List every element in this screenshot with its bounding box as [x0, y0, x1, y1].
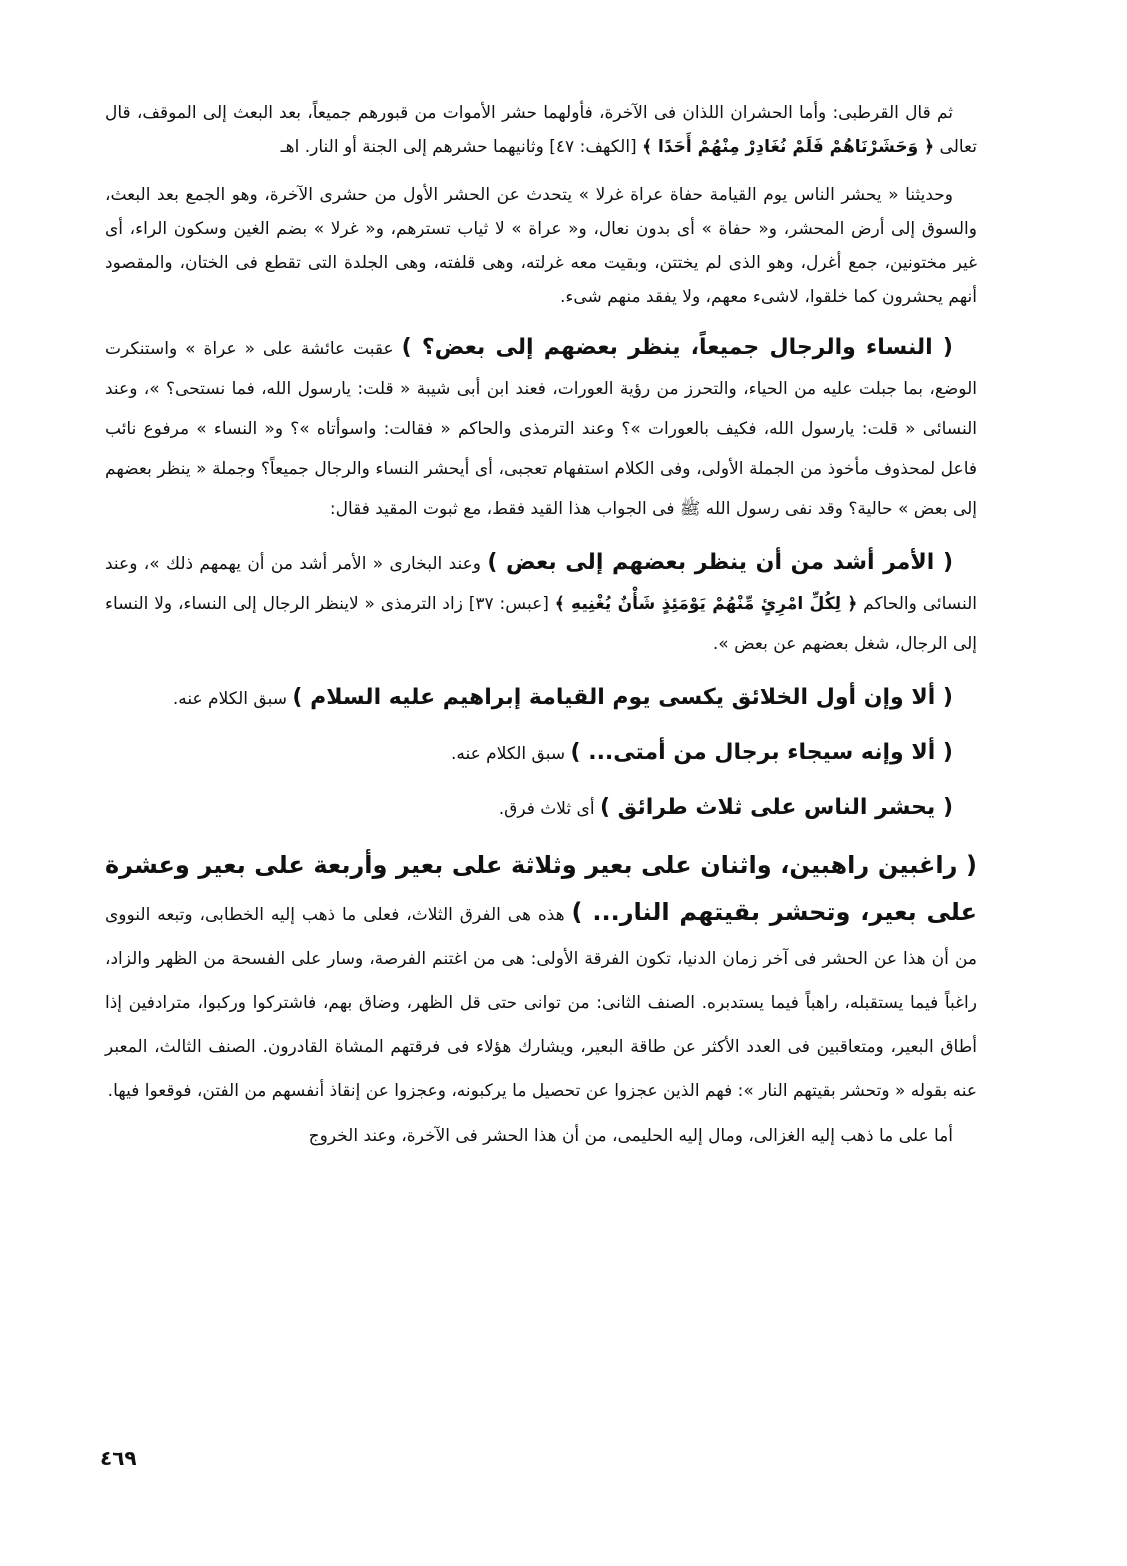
- paragraph-three-groups-text: هذه هى الفرق الثلاث، فعلى ما ذهب إليه الخطابى، وتبعه النووى من أن هذا عن الحشر فى آخر زمان الدنيا، تكون الفرقة الأولى: هى من اغتنم الفرصة، وسار على الفسحة من الظهر والزاد، راغباً فيما يستقبله، راهباً فيما يستدبره. الصنف الثانى: من توانى حتى قل الظهر، وضاق بهم، فاشتركوا وركبوا، مترادفين إذا أطاق البعير، ومتعاقبين فى العدد الأكثر عن طاقة البعير، ويشارك هؤلاء فى فرقتهم المشاة القادرون. الصنف الثالث، المعبر عنه بقوله « وتحشر بقيتهم النار »: فهم الذين عجزوا عن تحصيل ما يركبونه، وعجزوا عن إنقاذ أنفسهم من الفتن، فوقعوا فيها.: [105, 905, 977, 1101]
- paragraph-three-groups: [105, 843, 977, 1113]
- quran-verse-kahf: ﴿ وَحَشَرْنَاهُمْ فَلَمْ نُغَادِرْ مِنْهُمْ أَحَدًا ﴾: [642, 137, 935, 157]
- page-number: ٤٦٩: [100, 1446, 137, 1470]
- paragraph-ghazali: أما على ما ذهب إليه الغزالى، ومال إليه الحليمى، من أن هذا الحشر فى الآخرة، وعند الخروج: [308, 1126, 953, 1146]
- hadith-quote-men-of-ummah: ( ألا وإنه سيجاء برجال من أمتى... ): [570, 740, 953, 765]
- hadith-quote-matter-severe: ( الأمر أشد من أن ينظر بعضهم إلى بعض ): [487, 550, 953, 575]
- paragraph-ibrahim-clothed: [105, 678, 977, 719]
- hadith-quote-three-ways: ( يحشر الناس على ثلاث طرائق ): [599, 795, 953, 820]
- paragraph-qurtubi-text-a: ثم قال القرطبى: وأما الحشران اللذان فى الآخرة، فأولهما حشر الأموات من قبورهم جميعاً، بعد البعث إلى الموقف، قال تعالى: [105, 103, 977, 157]
- paragraph-matter-severe-text-b: [عبس: ٣٧] زاد الترمذى « لاينظر الرجال إلى النساء، ولا النساء إلى الرجال، شغل بعضهم عن بعض ».: [105, 594, 977, 654]
- paragraph-women-men-text: عقبت عائشة على « عراة » واستنكرت الوضع، بما جبلت عليه من الحياء، والتحرز من رؤية العورات، فعند ابن أبى شيبة « قلت: يارسول الله، فما نستحى؟ »، وعند النسائى « قلت: يارسول الله، فكيف بالعورات »؟ وعند الترمذى والحاكم « فقالت: واسوأتاه »؟ و« النساء » مرفوع نائب فاعل لمحذوف مأخوذ من الجملة الأولى، وفى الكلام استفهام تعجبى، أى أيحشر النساء والرجال جميعاً؟ وجملة « ينظر بعضهم إلى بعض » حالية؟ وقد نفى رسول الله ﷺ فى الجواب هذا القيد فقط، مع ثبوت المقيد فقال:: [105, 339, 977, 519]
- paragraph-qurtubi: [105, 96, 977, 164]
- paragraph-three-ways: [105, 788, 977, 829]
- paragraph-men-of-ummah: [105, 733, 977, 774]
- hadith-quote-women-men: ( النساء والرجال جميعاً، ينظر بعضهم إلى بعض؟ ): [401, 335, 953, 360]
- paragraph-men-of-ummah-text: سبق الكلام عنه.: [450, 744, 571, 764]
- paragraph-women-men: [105, 328, 977, 529]
- paragraph-three-ways-text: أى ثلاث فرق.: [498, 799, 600, 819]
- paragraph-matter-severe: [105, 543, 977, 664]
- page-body: [105, 96, 977, 1167]
- hadith-quote-ibrahim: ( ألا وإن أول الخلائق يكسى يوم القيامة إبراهيم عليه السلام ): [292, 685, 953, 710]
- paragraph-ibrahim-text: سبق الكلام عنه.: [172, 689, 293, 709]
- paragraph-qurtubi-text-b: [الكهف: ٤٧] وثانيهما حشرهم إلى الجنة أو النار. اهـ: [280, 137, 643, 157]
- paragraph-hadith-explanation: وحديثنا « يحشر الناس يوم القيامة حفاة عراة غرلا » يتحدث عن الحشر الأول من حشرى الآخرة، وهو الجمع بعد البعث، والسوق إلى أرض المحشر، و« حفاة » أى بدون نعال، و« عراة » لا ثياب تسترهم، و« غرلا » بضم الغين وسكون الراء، أى غير مختونين، جمع أغرل، وهو الذى لم يختتن، وبقيت معه غرلته، وهى قلفته، وهى الجلدة التى تقطع فى الختان، والمقصود أنهم يحشرون كما خلقوا، لاشىء معهم، ولا يفقد منهم شىء.: [105, 185, 977, 307]
- paragraph-matter-severe-text-a: وعند البخارى « الأمر أشد من أن يهمهم ذلك »، وعند النسائى والحاكم: [105, 554, 977, 614]
- hadith-quote-three-groups: ( راغبين راهبين، واثنان على بعير وثلاثة على بعير وأربعة على بعير وعشرة على بعير، وتحشر بقيتهم النار... ): [105, 851, 977, 926]
- quran-verse-abasa: ﴿ لِكُلِّ امْرِئٍ مِّنْهُمْ يَوْمَئِذٍ شَأْنٌ يُغْنِيهِ ﴾: [554, 594, 858, 614]
